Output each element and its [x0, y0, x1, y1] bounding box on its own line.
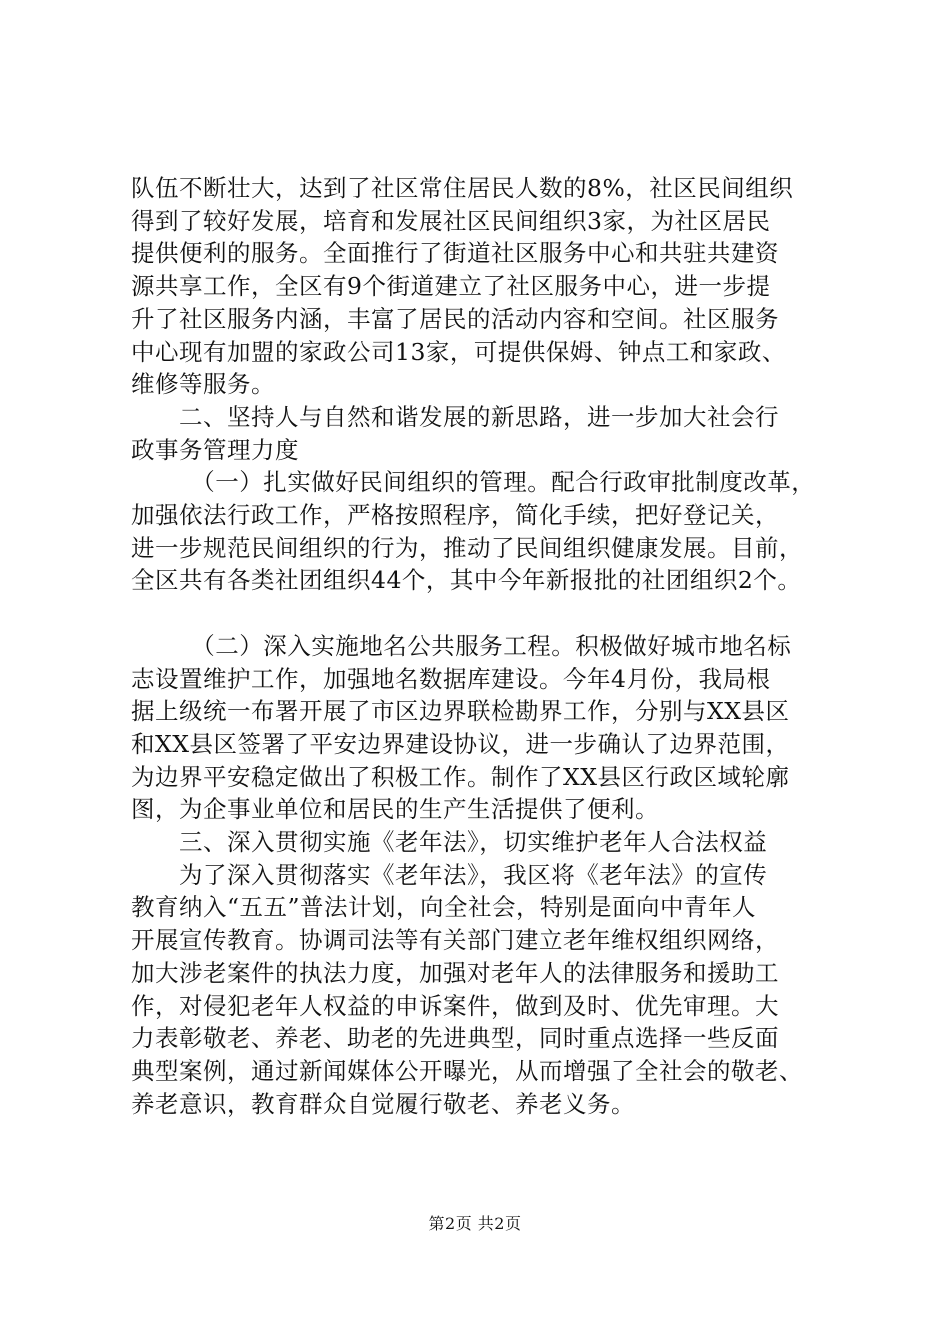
text-line: 升了社区服务内涵，丰富了居民的活动内容和空间。社区服务 — [131, 304, 779, 333]
text-line: 为边界平安稳定做出了积极工作。制作了XX县区行政区域轮廓 — [131, 762, 790, 791]
text-line: 队伍不断壮大，达到了社区常住居民人数的8%，社区民间组织 — [131, 174, 794, 202]
text-line: （二）深入实施地名公共服务工程。积极做好城市地名标 — [131, 631, 792, 660]
text-line: 源共享工作，全区有9个街道建立了社区服务中心，进一步提 — [131, 272, 771, 301]
text-line: 二、坚持人与自然和谐发展的新思路，进一步加大社会行 — [131, 402, 779, 431]
text-line: 加大涉老案件的执法力度，加强对老年人的法律服务和援助工 — [131, 958, 779, 987]
text-line: 力表彰敬老、养老、助老的先进典型，同时重点选择一些反面 — [131, 1024, 779, 1053]
text-line: 养老意识，教育群众自觉履行敬老、养老义务。 — [131, 1089, 635, 1118]
text-line: 全区共有各类社团组织44个，其中今年新报批的社团组织2个。 — [131, 566, 802, 595]
text-line: 据上级统一布署开展了市区边界联检勘界工作，分别与XX县区 — [131, 697, 790, 726]
text-line: 为了深入贯彻落实《老年法》，我区将《老年法》的宣传 — [131, 860, 768, 889]
text-line: 志设置维护工作，加强地名数据库建设。今年4月份，我局根 — [131, 664, 771, 693]
text-line: 典型案例，通过新闻媒体公开曝光，从而增强了全社会的敬老、 — [131, 1056, 803, 1085]
text-line: 和XX县区签署了平安边界建设协议，进一步确认了边界范围， — [131, 729, 790, 758]
text-line: 政事务管理力度 — [131, 435, 299, 464]
text-line: 图，为企事业单位和居民的生产生活提供了便利。 — [131, 795, 659, 824]
text-line: 教育纳入“五五”普法计划，向全社会，特别是面向中青年人 — [131, 893, 757, 922]
page-footer: 第2页 共2页 — [428, 1214, 522, 1233]
text-line: 作，对侵犯老年人权益的申诉案件，做到及时、优先审理。大 — [131, 991, 779, 1020]
text-line: 加强依法行政工作，严格按照程序，简化手续，把好登记关， — [131, 501, 779, 530]
text-line: 得到了较好发展，培育和发展社区民间组织3家，为社区居民 — [131, 206, 771, 235]
text-line: 中心现有加盟的家政公司13家，可提供保姆、钟点工和家政、 — [131, 337, 786, 366]
text-line: 三、深入贯彻实施《老年法》，切实维护老年人合法权益 — [131, 828, 768, 857]
blank-line — [131, 597, 851, 630]
text-line: 维修等服务。 — [131, 370, 275, 399]
text-line: 进一步规范民间组织的行为，推动了民间组织健康发展。目前， — [131, 533, 803, 562]
text-line: 开展宣传教育。协调司法等有关部门建立老年维权组织网络， — [131, 926, 779, 955]
text-line: （一）扎实做好民间组织的管理。配合行政审批制度改革， — [131, 468, 816, 497]
text-line: 提供便利的服务。全面推行了街道社区服务中心和共驻共建资 — [131, 239, 779, 268]
body-text — [131, 172, 851, 1120]
